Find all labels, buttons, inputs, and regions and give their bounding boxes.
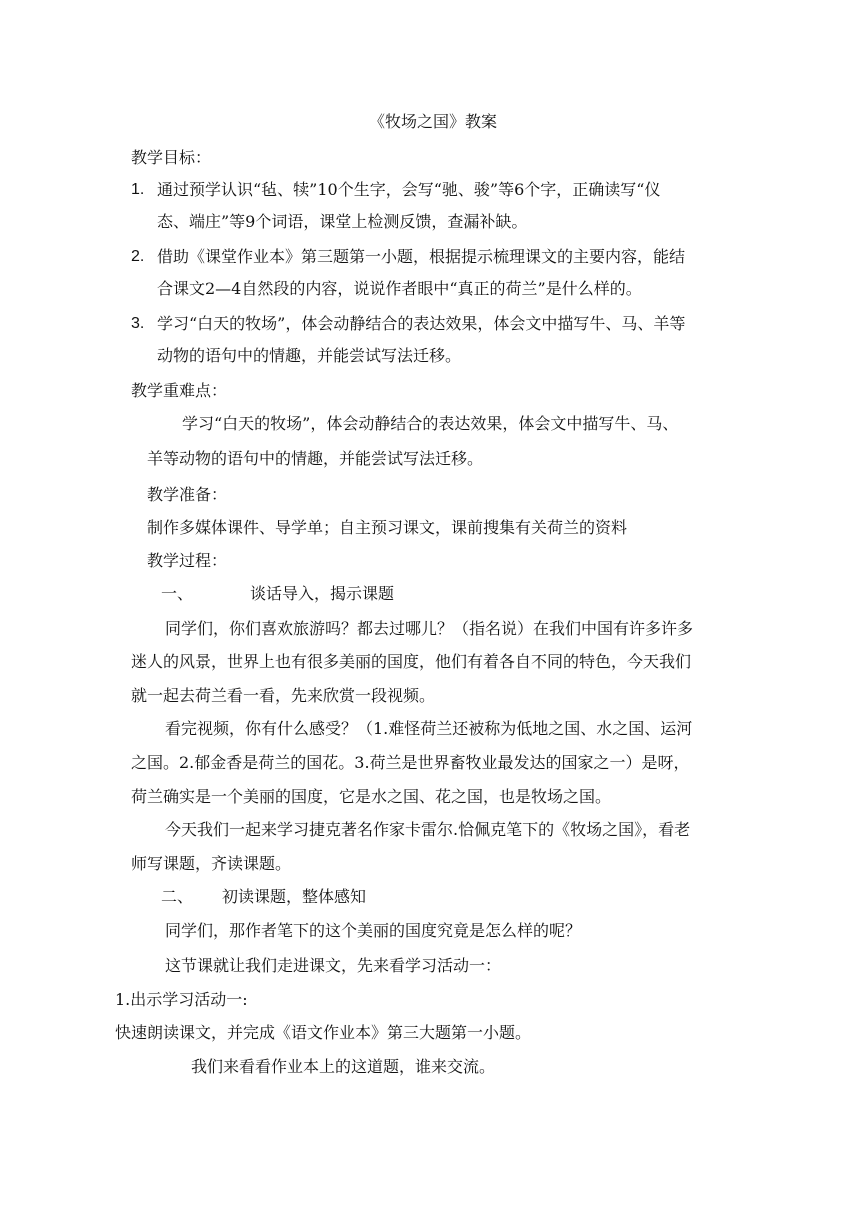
paragraph-line: 师写课题，齐读课题。 <box>131 854 292 873</box>
objective-line: 学习“白天的牧场”，体会动静结合的表达效果，体会文中描写牛、马、羊等 <box>157 314 686 333</box>
list-number: 3. <box>131 315 145 332</box>
preparation-heading: 教学准备： <box>147 485 228 504</box>
list-number: 1. <box>131 181 145 198</box>
paragraph-line: 我们来看看作业本上的这道题，谁来交流。 <box>191 1057 496 1076</box>
paragraph-line: 迷人的风景，世界上也有很多美丽的国度，他们有着各自不同的特色，今天我们 <box>131 652 692 671</box>
paragraph-line: 荷兰确实是一个美丽的国度，它是水之国、花之国，也是牧场之国。 <box>131 787 612 806</box>
paragraph-line: 同学们，你们喜欢旅游吗？都去过哪儿？（指名说）在我们中国有许多许多 <box>165 619 694 638</box>
paragraph-line: 看完视频，你有什么感受？（1.难怪荷兰还被称为低地之国、水之国、运河 <box>165 719 693 738</box>
section-title: 谈话导入，揭示课题 <box>250 584 395 603</box>
paragraph-line: 就一起去荷兰看一看，先来欣赏一段视频。 <box>131 686 436 705</box>
paragraph-line: 今天我们一起来学习捷克著名作家卡雷尔.恰佩克笔下的《牧场之国》，看老 <box>165 820 691 839</box>
process-heading: 教学过程： <box>147 551 228 570</box>
objective-line: 动物的语句中的情趣，并能尝试写法迁移。 <box>157 346 462 365</box>
document-title: 《牧场之国》教案 <box>369 112 498 131</box>
key-points-line: 羊等动物的语句中的情趣，并能尝试写法迁移。 <box>147 449 484 468</box>
paragraph-line: 同学们，那作者笔下的这个美丽的国度究竟是怎么样的呢？ <box>165 921 582 940</box>
objective-line: 态、端庄”等9个词语，课堂上检测反馈，查漏补缺。 <box>157 212 528 231</box>
paragraph-line: 这节课就让我们走进课文，先来看学习活动一： <box>165 956 502 975</box>
activity-text: 快速朗读课文，并完成《语文作业本》第三大题第一小题。 <box>115 1023 532 1042</box>
preparation-text: 制作多媒体课件、导学单；自主预习课文，课前搜集有关荷兰的资料 <box>147 518 628 537</box>
section-number: 二、 <box>161 887 194 906</box>
list-number: 2. <box>131 248 145 265</box>
paragraph-line: 之国。2.郁金香是荷兰的国花。3.荷兰是世界畜牧业最发达的国家之一）是呀， <box>131 753 690 772</box>
objective-line: 借助《课堂作业本》第三题第一小题，根据提示梳理课文的主要内容，能结 <box>157 247 686 266</box>
key-points-heading: 教学重难点： <box>131 381 228 400</box>
key-points-line: 学习“白天的牧场”，体会动静结合的表达效果，体会文中描写牛、马、 <box>182 414 679 433</box>
activity-heading: 1.出示学习活动一: <box>115 990 248 1009</box>
objective-line: 合课文2—4自然段的内容，说说作者眼中“真正的荷兰”是什么样的。 <box>157 279 642 298</box>
section-title: 初读课题，整体感知 <box>222 887 367 906</box>
section-number: 一、 <box>161 584 194 603</box>
objective-line: 通过预学认识“毡、犊”10个生字，会写“驰、骏”等6个字，正确读写“仪 <box>157 180 661 199</box>
objectives-heading: 教学目标： <box>131 148 212 167</box>
